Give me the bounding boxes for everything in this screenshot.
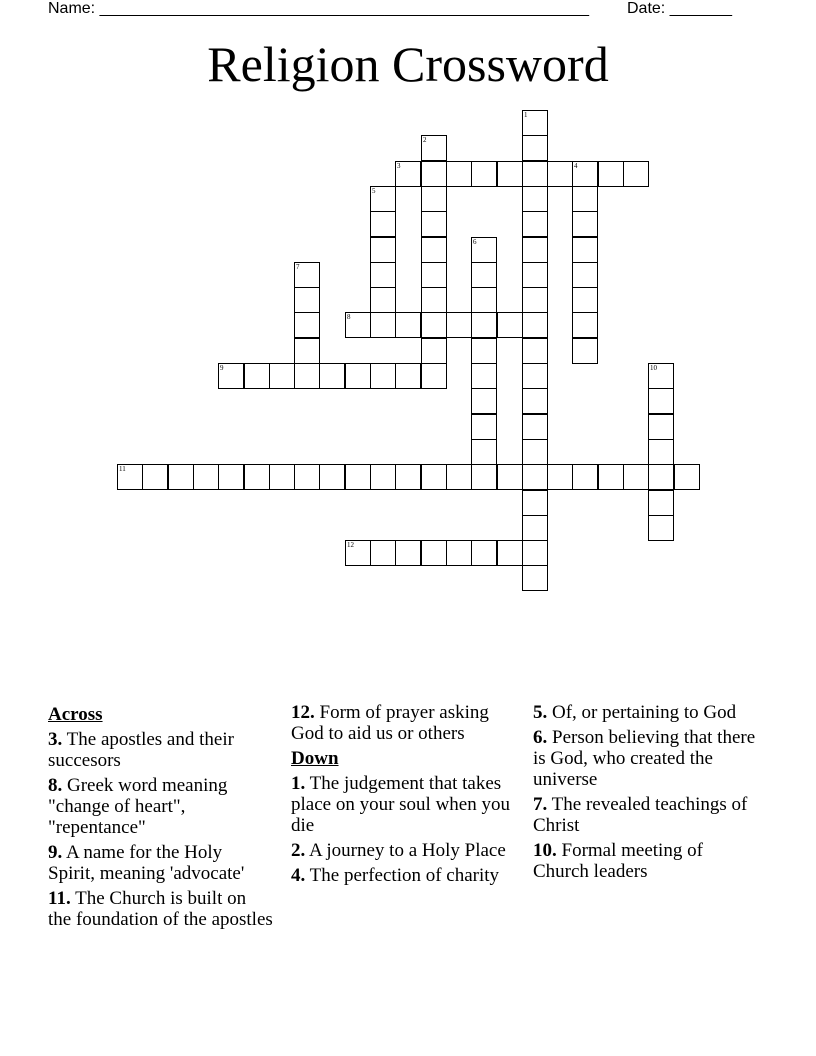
- crossword-cell[interactable]: [471, 439, 497, 465]
- clue-number: 11.: [48, 888, 71, 909]
- crossword-cell[interactable]: [522, 262, 548, 288]
- clue-number: 5.: [533, 702, 548, 723]
- crossword-cell[interactable]: [598, 161, 624, 187]
- crossword-cell[interactable]: [446, 312, 472, 338]
- clue-across-8: [48, 775, 273, 838]
- crossword-cell[interactable]: [370, 540, 396, 566]
- crossword-cell[interactable]: [294, 338, 320, 364]
- crossword-cell[interactable]: [345, 464, 371, 490]
- crossword-cell[interactable]: [218, 464, 244, 490]
- crossword-cell[interactable]: [572, 262, 598, 288]
- clue-number-label: 3: [397, 162, 401, 170]
- crossword-cell[interactable]: [421, 211, 447, 237]
- crossword-cell[interactable]: [421, 237, 447, 263]
- crossword-cell[interactable]: [522, 363, 548, 389]
- clue-number-label: 11: [119, 465, 126, 473]
- crossword-cell[interactable]: [572, 287, 598, 313]
- crossword-cell[interactable]: [471, 287, 497, 313]
- clue-number-label: 5: [372, 187, 376, 195]
- crossword-cell[interactable]: [522, 312, 548, 338]
- crossword-cell[interactable]: [522, 515, 548, 541]
- crossword-cell[interactable]: [522, 388, 548, 414]
- crossword-cell[interactable]: [421, 338, 447, 364]
- clue-down-6: [533, 727, 763, 790]
- crossword-cell[interactable]: [522, 237, 548, 263]
- clue-text: The judgement that takes place on your soul when you die: [291, 773, 510, 836]
- crossword-cell[interactable]: [193, 464, 219, 490]
- date-field-label[interactable]: Date: _______: [627, 0, 732, 17]
- clue-number: 4.: [291, 865, 306, 886]
- crossword-cell[interactable]: [244, 363, 270, 389]
- down-heading: Down: [291, 748, 339, 769]
- crossword-cell[interactable]: [522, 540, 548, 566]
- crossword-cell[interactable]: [522, 211, 548, 237]
- crossword-cell[interactable]: [421, 186, 447, 212]
- clue-down-2: [291, 840, 516, 861]
- crossword-cell[interactable]: [471, 540, 497, 566]
- crossword-cell[interactable]: [395, 363, 421, 389]
- clue-text: The perfection of charity: [309, 865, 500, 886]
- clue-text: Form of prayer asking God to aid us or others: [291, 702, 489, 744]
- crossword-cell[interactable]: [446, 161, 472, 187]
- clue-number-label: 7: [296, 263, 300, 271]
- crossword-cell[interactable]: [294, 287, 320, 313]
- crossword-cell[interactable]: [294, 363, 320, 389]
- crossword-cell[interactable]: [294, 312, 320, 338]
- crossword-cell[interactable]: [497, 540, 523, 566]
- crossword-cell[interactable]: [572, 161, 598, 187]
- crossword-cell[interactable]: [547, 161, 573, 187]
- crossword-cell[interactable]: [598, 464, 624, 490]
- crossword-cell[interactable]: [218, 363, 244, 389]
- crossword-cell[interactable]: [648, 515, 674, 541]
- crossword-cell[interactable]: [370, 312, 396, 338]
- crossword-cell[interactable]: [395, 540, 421, 566]
- crossword-cell[interactable]: [522, 338, 548, 364]
- crossword-cell[interactable]: [547, 464, 573, 490]
- crossword-cell[interactable]: [345, 363, 371, 389]
- clue-number-label: 4: [574, 162, 578, 170]
- clue-number-label: 6: [473, 238, 477, 246]
- clue-text: A name for the Holy Spirit, meaning 'advocate': [48, 842, 245, 884]
- clue-text: The revealed teachings of Christ: [533, 794, 748, 836]
- crossword-cell[interactable]: [471, 388, 497, 414]
- clue-text: The Church is built on the foundation of the apostles: [48, 888, 273, 930]
- clues-column-2: [291, 702, 516, 890]
- crossword-cell[interactable]: [522, 186, 548, 212]
- crossword-cell[interactable]: [648, 388, 674, 414]
- crossword-cell[interactable]: [421, 135, 447, 161]
- clues-column-1: [48, 702, 273, 934]
- crossword-cell[interactable]: [294, 262, 320, 288]
- crossword-cell[interactable]: [471, 414, 497, 440]
- clue-number: 3.: [48, 729, 63, 750]
- crossword-cell[interactable]: [446, 540, 472, 566]
- crossword-cell[interactable]: [522, 439, 548, 465]
- crossword-cell[interactable]: [395, 464, 421, 490]
- crossword-cell[interactable]: [446, 464, 472, 490]
- clue-number: 8.: [48, 775, 63, 796]
- crossword-cell[interactable]: [395, 312, 421, 338]
- page-title: Religion Crossword: [207, 36, 609, 92]
- crossword-cell[interactable]: [471, 161, 497, 187]
- crossword-cell[interactable]: [421, 363, 447, 389]
- crossword-cell[interactable]: [572, 338, 598, 364]
- crossword-cell[interactable]: [497, 161, 523, 187]
- crossword-cell[interactable]: [497, 312, 523, 338]
- clue-text: Of, or pertaining to God: [552, 702, 737, 723]
- clue-text: Formal meeting of Church leaders: [533, 840, 703, 882]
- crossword-cell[interactable]: [471, 338, 497, 364]
- crossword-cell[interactable]: [117, 464, 143, 490]
- clue-across-12: [291, 702, 516, 744]
- clue-text: The apostles and their succesors: [48, 729, 234, 771]
- clue-down-10: [533, 840, 763, 882]
- crossword-cell[interactable]: [370, 211, 396, 237]
- crossword-cell[interactable]: [572, 237, 598, 263]
- crossword-cell[interactable]: [522, 414, 548, 440]
- clue-across-9: [48, 842, 273, 884]
- crossword-cell[interactable]: [370, 464, 396, 490]
- clue-number: 6.: [533, 727, 548, 748]
- crossword-cell[interactable]: [345, 540, 371, 566]
- crossword-cell[interactable]: [319, 363, 345, 389]
- crossword-cell[interactable]: [522, 135, 548, 161]
- crossword-cell[interactable]: [648, 414, 674, 440]
- crossword-cell[interactable]: [623, 161, 649, 187]
- crossword-cell[interactable]: [522, 161, 548, 187]
- crossword-cell[interactable]: [294, 464, 320, 490]
- crossword-cell[interactable]: [370, 262, 396, 288]
- clue-number: 2.: [291, 840, 306, 861]
- crossword-cell[interactable]: [522, 490, 548, 516]
- crossword-cell[interactable]: [244, 464, 270, 490]
- crossword-cell[interactable]: [345, 312, 371, 338]
- crossword-cell[interactable]: [572, 186, 598, 212]
- crossword-cell[interactable]: [623, 464, 649, 490]
- clue-number-label: 1: [524, 111, 528, 119]
- crossword-cell[interactable]: [142, 464, 168, 490]
- crossword-cell[interactable]: [370, 363, 396, 389]
- crossword-cell[interactable]: [421, 161, 447, 187]
- crossword-cell[interactable]: [648, 439, 674, 465]
- crossword-cell[interactable]: [370, 186, 396, 212]
- crossword-cell[interactable]: [370, 237, 396, 263]
- crossword-cell[interactable]: [471, 363, 497, 389]
- across-heading: Across: [48, 704, 103, 725]
- name-field-label[interactable]: Name: _______________________________________________________: [48, 0, 589, 17]
- crossword-cell[interactable]: [572, 464, 598, 490]
- crossword-cell[interactable]: [522, 565, 548, 591]
- crossword-cell[interactable]: [522, 287, 548, 313]
- crossword-cell[interactable]: [471, 464, 497, 490]
- crossword-cell[interactable]: [421, 464, 447, 490]
- clue-across-11: [48, 888, 273, 930]
- crossword-cell[interactable]: [674, 464, 700, 490]
- clue-number: 12.: [291, 702, 315, 723]
- crossword-cell[interactable]: [522, 464, 548, 490]
- clue-down-5: [533, 702, 763, 723]
- clue-down-4: [291, 865, 516, 886]
- clue-number-label: 2: [423, 136, 427, 144]
- clue-text: Greek word meaning "change of heart", "repentance": [48, 775, 228, 838]
- crossword-cell[interactable]: [421, 312, 447, 338]
- crossword-cell[interactable]: [648, 363, 674, 389]
- crossword-cell[interactable]: [319, 464, 345, 490]
- clue-down-1: [291, 773, 516, 836]
- clue-number: 7.: [533, 794, 548, 815]
- crossword-cell[interactable]: [421, 262, 447, 288]
- crossword-cell[interactable]: [572, 211, 598, 237]
- crossword-cell[interactable]: [471, 312, 497, 338]
- clues-column-3: [533, 702, 763, 886]
- crossword-cell[interactable]: [421, 287, 447, 313]
- crossword-cell[interactable]: [572, 312, 598, 338]
- crossword-cell[interactable]: [648, 490, 674, 516]
- crossword-cell[interactable]: [269, 464, 295, 490]
- clue-number-label: 10: [650, 364, 657, 372]
- clue-number-label: 12: [347, 541, 354, 549]
- crossword-cell[interactable]: [471, 262, 497, 288]
- clue-number: 1.: [291, 773, 306, 794]
- clue-text: Person believing that there is God, who created the universe: [533, 727, 756, 790]
- clue-number-label: 9: [220, 364, 224, 372]
- clue-number: 9.: [48, 842, 63, 863]
- crossword-cell[interactable]: [269, 363, 295, 389]
- crossword-cell[interactable]: [168, 464, 194, 490]
- clue-text: A journey to a Holy Place: [308, 840, 506, 861]
- crossword-cell[interactable]: [497, 464, 523, 490]
- crossword-cell[interactable]: [395, 161, 421, 187]
- clue-down-7: [533, 794, 763, 836]
- crossword-cell[interactable]: [522, 110, 548, 136]
- crossword-cell[interactable]: [648, 464, 674, 490]
- clue-across-3: [48, 729, 273, 771]
- crossword-cell[interactable]: [370, 287, 396, 313]
- clue-number-label: 8: [347, 313, 351, 321]
- crossword-cell[interactable]: [421, 540, 447, 566]
- clue-number: 10.: [533, 840, 557, 861]
- crossword-cell[interactable]: [471, 237, 497, 263]
